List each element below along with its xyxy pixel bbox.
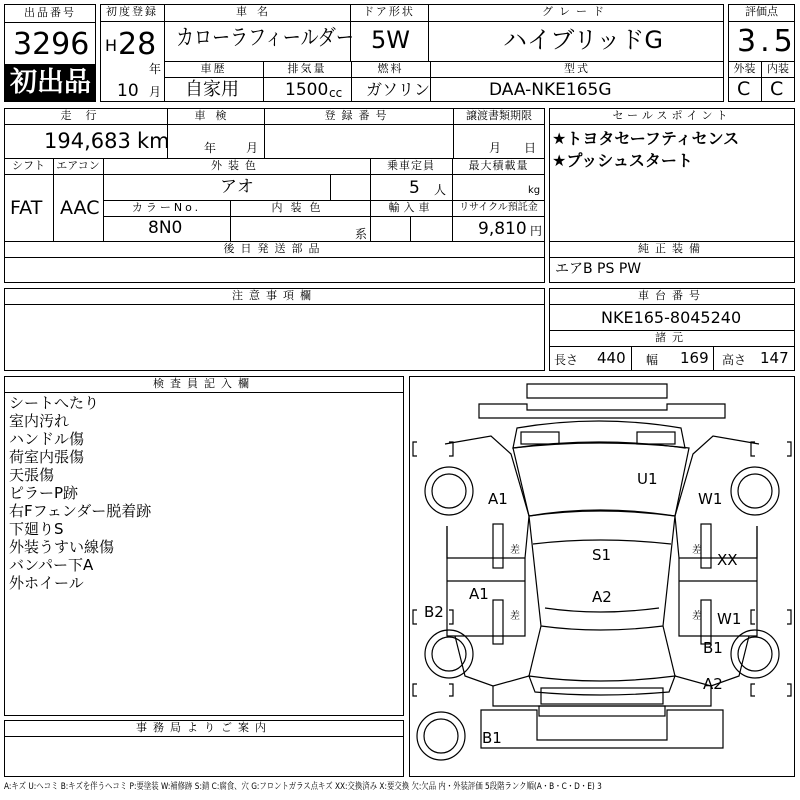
inspector-line: 下廻りS (9, 520, 64, 538)
model-label: 型式 (564, 62, 590, 75)
mark-a2-mid: A2 (592, 588, 612, 606)
svg-text:差: 差 (692, 545, 702, 556)
exterior-grade: C (737, 78, 751, 100)
svg-text:差: 差 (510, 611, 520, 622)
history-label: 車歴 (200, 62, 227, 75)
first-reg-month: 10 (117, 81, 139, 101)
interior-color-label: 内装色 (271, 201, 329, 214)
inspection-label: 車検 (194, 109, 237, 122)
transfer-day-unit: 日 (524, 141, 537, 155)
fuel: ガソリン (366, 80, 431, 99)
load-unit: kg (528, 185, 541, 196)
office-label: 事務局よりご案内 (136, 721, 272, 734)
first-listing-text: 初出品 (10, 67, 91, 98)
transfer-month-unit: 月 (489, 141, 502, 155)
fuel-label: 燃料 (377, 62, 404, 75)
month-unit: 月 (149, 85, 162, 99)
inspector-line: 荷室内張傷 (9, 448, 85, 466)
genuine-label: 純正装備 (638, 242, 706, 255)
capacity-label: 乗車定員 (387, 159, 435, 172)
inspector-line: 外装うすい線傷 (9, 538, 115, 556)
shift-label: シフト (12, 159, 45, 172)
genuine-equipment: エアB PS PW (555, 261, 642, 277)
lot-number-label: 出品番号 (24, 6, 76, 19)
mileage: 194,683 (44, 129, 131, 153)
inspector-line: 天張傷 (9, 466, 55, 484)
first-reg-label: 初度登録 (106, 5, 158, 18)
score: 3.5 (737, 24, 797, 59)
inspector-line: バンパー下A (9, 556, 94, 574)
ac: AAC (60, 197, 100, 219)
legend: A:キズ U:ヘコミ B:キズを伴うヘコミ P:要塗装 W:補修跡 S:錆 C:腐食、穴 G:フロントガラス点キズ XX:交換済み X:要交換 欠:欠品 内・外装評価 5段階ランク順(A・B・C・D・E) 3 (4, 782, 602, 792)
grade-label: グレード (542, 5, 610, 18)
inspector-line: シートへたり (9, 394, 100, 412)
inspector-line: 室内汚れ (9, 412, 70, 430)
sales-points-label: セールスポイント (612, 109, 732, 122)
length-label: 長さ (554, 353, 579, 367)
score-label: 評価点 (745, 5, 778, 18)
exterior-label: 外装 (733, 62, 756, 75)
sales-point-2: ★プッシュスタート (552, 151, 693, 170)
car-name: カローラフィールダー (176, 26, 354, 51)
chassis-number: NKE165-8045240 (601, 308, 742, 327)
interior-color-unit: 系 (355, 227, 368, 241)
later-parts-label: 後日発送部品 (223, 242, 326, 255)
year-unit: 年 (149, 62, 162, 76)
ac-label: エアコン (56, 159, 100, 172)
mark-b1-right: B1 (703, 639, 723, 657)
inspector-label: 検査員記入欄 (153, 377, 255, 390)
color-label: 外装色 (211, 159, 262, 172)
svg-text:差: 差 (510, 545, 520, 556)
inspector-line: 外ホイール (9, 574, 84, 592)
width-label: 幅 (646, 353, 659, 367)
import-label: 輸入車 (388, 201, 434, 214)
mileage-label: 走行 (60, 109, 111, 122)
inspection-month-unit: 月 (246, 141, 259, 155)
lot-number: 3296 (13, 27, 90, 62)
grade: ハイブリッドG (503, 26, 663, 54)
sales-point-1: ★トヨタセーフティセンス (552, 129, 740, 148)
reg-no-label: 登録番号 (324, 109, 393, 122)
notes-label: 注意事項欄 (232, 289, 317, 302)
width: 169 (680, 349, 709, 367)
mark-xx: XX (717, 551, 738, 569)
car-name-label: 車名 (236, 5, 278, 18)
recycle-unit: 円 (530, 224, 543, 238)
door-type: 5W (371, 26, 410, 54)
transfer-label: 譲渡書類期限 (466, 109, 532, 122)
interior-label: 内装 (767, 62, 789, 75)
history: 自家用 (185, 79, 239, 100)
capacity-unit: 人 (434, 183, 447, 197)
recycle: 9,810 (478, 219, 527, 239)
svg-text:差: 差 (692, 611, 702, 622)
interior-grade: C (770, 78, 784, 100)
mark-w1-right: W1 (698, 490, 723, 508)
mark-a2-right: A2 (703, 675, 723, 693)
height-label: 高さ (722, 353, 747, 367)
height: 147 (760, 349, 789, 367)
mark-w1-lower: W1 (717, 610, 742, 628)
model: DAA-NKE165G (489, 80, 612, 100)
era: H (105, 36, 118, 55)
length: 440 (597, 349, 626, 367)
car-diagram (409, 376, 795, 777)
exterior-color: アオ (220, 177, 254, 197)
displacement: 1500 (285, 80, 329, 100)
color-no-label: カラーNo. (131, 201, 202, 214)
mark-u1: U1 (637, 470, 658, 488)
door-label: ドア形状 (363, 5, 415, 18)
inspector-notes (9, 394, 151, 592)
mark-b1-bottom: B1 (482, 729, 502, 747)
inspector-line: ピラーP跡 (9, 484, 79, 502)
displacement-label: 排気量 (287, 62, 327, 75)
mark-b2: B2 (424, 603, 444, 621)
mark-a1-left: A1 (488, 490, 508, 508)
load-label: 最大積載量 (468, 159, 529, 172)
recycle-label: リサイクル預託金 (459, 202, 538, 213)
capacity: 5 (409, 178, 420, 198)
mark-s1: S1 (592, 546, 612, 564)
chassis-label: 車台番号 (638, 289, 706, 302)
inspector-line: ハンドル傷 (9, 430, 85, 448)
displacement-unit: cc (329, 86, 343, 100)
shift: FAT (10, 197, 43, 219)
dims-label: 諸元 (655, 331, 689, 344)
color-no: 8N0 (148, 218, 183, 238)
first-reg-year: 28 (118, 27, 157, 62)
inspector-line: 右Fフェンダー脱着跡 (9, 502, 152, 520)
mark-a1-mid: A1 (469, 585, 489, 603)
inspection-year-unit: 年 (204, 141, 217, 155)
mileage-unit: km (137, 129, 170, 153)
